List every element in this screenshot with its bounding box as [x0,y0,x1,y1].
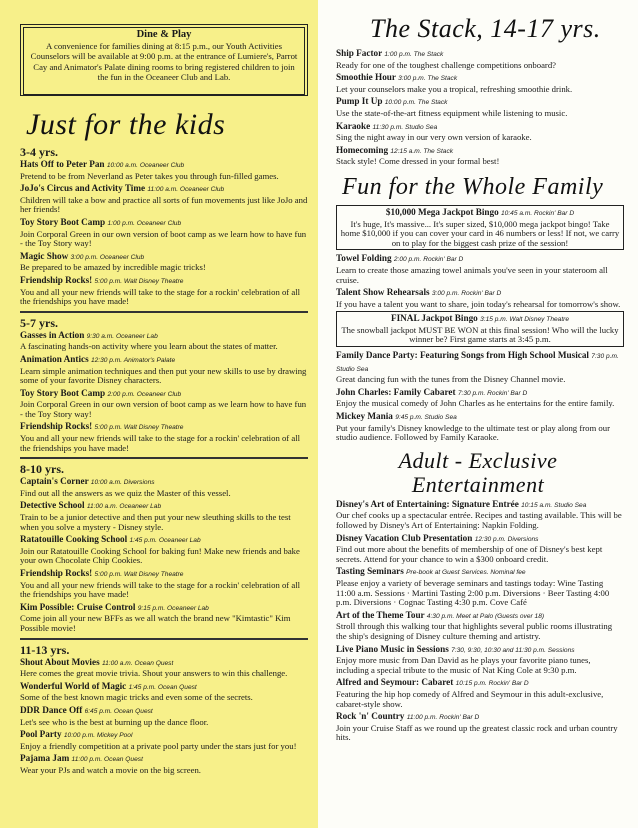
event-item [20,183,308,215]
event-desc: Be prepared to be amazed by incredible magic tricks! [20,262,206,273]
event-desc: Stack style! Come dressed in your formal best! [336,156,500,167]
event-title: Smoothie Hour [336,72,396,83]
final-jackpot-box [336,311,624,347]
event-meta: 11:00 p.m. Rockin' Bar D [406,714,480,722]
age-heading: 3-4 yrs. [20,145,58,159]
event-item [336,96,624,118]
section-divider [20,457,308,459]
dine-play-box [20,24,308,96]
event-desc: Join Corporal Green in our own version of boot camp as we learn how to have fun - the Toy Story way! [20,228,307,249]
event-desc: You and all your new friends will take to the stage for a rockin' celebration of all the friendships you have made! [20,579,301,600]
adult-banner [318,449,638,497]
event-item [20,275,308,307]
event-meta: 3:00 p.m. The Stack [398,75,458,83]
event-title: Karaoke [336,120,371,131]
event-heading [336,350,624,375]
event-title: Talent Show Rehearsals [336,287,430,298]
age-heading: 5-7 yrs. [20,315,58,330]
event-title: Homecoming [336,144,389,155]
event-desc: Enjoy the musical comedy of John Charles as he entertains for the entire family. [336,398,615,409]
event-desc: Come join all your new BFFs as we all watch the brand new "Kimtastic" Kim Possible movie! [20,613,291,633]
event-desc: Featuring the hip hop comedy of Alfred and Seymour in this adult-exclusive, cabaret-style show. [336,688,604,709]
mega-jackpot-desc: It's huge, It's massive... It's super sized, $10,000 mega jackpot bingo! Take home $10,000 if you can cover your card in 46 numbers or less! If not, we carry on to play for the biggest cash prize of the session! [340,218,620,248]
event-item [20,354,308,386]
event-desc: Ready for one of the toughest challenge competitions onboard? [336,59,557,70]
event-title: Disney Vacation Club Presentation [336,532,473,543]
event-item [336,610,624,642]
right-column [318,0,638,828]
event-meta: 12:30 p.m. Diversions [474,535,539,543]
adult-banner-line1: Adult - Exclusive [398,447,558,473]
event-desc: Join Corporal Green in our own version of boot camp as we learn how to have fun - the Toy Story way! [20,399,307,419]
event-item [336,121,624,143]
family-events-b [336,350,624,443]
stack-events [318,48,638,167]
event-item [336,287,624,309]
event-meta: 10:00 p.m. Mickey Pool [63,732,133,740]
event-heading [20,354,308,367]
event-meta: 7:30, 9:30, 10:30 and 11:30 p.m. Sessions [451,646,575,654]
mega-jackpot-box [336,205,624,250]
event-item [336,499,624,531]
event-item [336,387,624,409]
event-item [336,72,624,94]
family-section [318,205,638,443]
stack-banner: The Stack, 14-17 yrs. [370,14,601,43]
event-meta: 11:00 a.m. Oceaneer Lab [86,503,162,511]
event-meta: 7:30 p.m. Studio Sea [336,353,619,373]
event-meta: 12:30 p.m. Animator's Palate [90,356,176,364]
event-meta: 1:00 p.m. Oceaneer Club [107,219,182,227]
family-events-a [336,253,624,309]
event-title: Detective School [20,500,85,511]
event-heading [336,411,624,424]
event-title: Rock 'n' Country [336,711,405,722]
event-meta: 1:45 p.m. Oceaneer Lab [129,537,201,545]
kids-banner: Just for the kids [26,108,226,141]
age-heading: 8-10 yrs. [20,462,64,477]
event-item [336,644,624,676]
event-meta: 9:30 a.m. Oceaneer Lab [86,332,158,340]
event-desc: Let's see who is the best at burning up the dance floor. [20,716,209,727]
event-meta: 5:00 p.m. Walt Disney Theatre [94,277,184,285]
event-meta: 11:00 a.m. Ocean Quest [101,659,174,667]
event-title: Friendship Rocks! [20,421,93,432]
event-title: John Charles: Family Cabaret [336,386,456,397]
event-title: Art of the Theme Tour [336,609,425,620]
event-desc: If you have a talent you want to share, join today's rehearsal for tomorrow's show. [336,298,621,309]
event-heading [20,159,308,172]
event-heading [336,72,624,85]
event-desc: Find out all the answers as we quiz the Master of this vessel. [20,487,231,498]
event-title: Ship Factor [336,48,383,58]
event-meta: 2:00 p.m. Oceaneer Club [107,390,182,398]
event-desc: Put your family's Disney knowledge to the ultimate test or play along from our studio audience. Followed by Family Karaoke. [336,422,610,443]
event-item [336,411,624,443]
event-meta: 11:00 a.m. Oceaneer Club [147,186,225,194]
event-meta: 10:15 a.m. Studio Sea [521,501,587,509]
event-item [20,602,308,634]
event-desc: Wear your PJs and watch a movie on the big screen. [20,764,201,775]
event-title: Mickey Mania [336,411,393,422]
event-heading [336,48,624,61]
event-meta: 10:00 p.m. The Stack [384,99,448,107]
event-desc: You and all your new friends will take to the stage for a rockin' celebration of all the friendships you have made! [20,286,301,307]
event-item [20,681,308,703]
event-desc: You and all your new friends will take to the stage for a rockin' celebration of all the friendships you have made! [20,433,301,453]
event-item [20,534,308,566]
event-title: Pool Party [20,729,62,740]
event-heading [20,275,308,288]
event-heading [20,534,308,547]
left-column [0,0,318,828]
event-meta: Pre-book at Guest Services. Nominal fee [406,569,526,577]
event-desc: Join our Ratatouille Cooking School for baking fun! Make new friends and bake your own Chocolate Chip Cookies. [20,545,300,566]
adult-events [318,499,638,743]
event-item [336,48,624,70]
event-item [20,657,308,679]
event-title: Shout About Movies [20,656,100,667]
event-title: Towel Folding [336,253,392,264]
event-title: Wonderful World of Magic [20,680,127,691]
event-meta: 3:00 p.m. Rockin' Bar D [431,290,502,298]
event-item [20,330,308,352]
event-title: Pump It Up [336,96,383,107]
adult-banner-line2: Entertainment [411,471,545,497]
event-title: Kim Possible: Cruise Control [20,601,136,612]
event-item [336,350,624,385]
event-desc: Learn simple animation techniques and then put your new skills to use by drawing some of your favorite Disney characters. [20,365,307,386]
event-item [336,253,624,285]
event-desc: Join your Cruise Staff as we round up the greatest classic rock and urban country hits. [336,722,618,743]
section-divider [20,638,308,640]
event-meta: 9:15 p.m. Oceaneer Lab [137,604,209,612]
event-meta: 11:30 p.m. Studio Sea [372,123,438,131]
event-title: DDR Dance Off [20,704,83,715]
event-item [20,476,308,498]
event-item [20,388,308,420]
event-meta: 12:15 a.m. The Stack [390,147,454,155]
section-divider [20,311,308,313]
event-desc: Here comes the great movie trivia. Shout your answers to win this challenge. [20,668,288,679]
event-desc: Use the state-of-the-art fitness equipment while listening to music. [336,107,568,118]
event-heading [336,287,624,300]
event-title: Disney's Art of Entertaining: Signature Entrée [336,498,519,509]
event-item [336,677,624,709]
event-meta: 10:00 a.m. Diversions [90,479,155,487]
event-meta: 10:00 a.m. Oceaneer Club [106,162,185,169]
event-desc: Sing the night away in our very own version of karaoke. [336,132,532,143]
event-item [336,145,624,167]
event-title: Pajama Jam [20,753,70,764]
event-desc: Stroll through this walking tour that highlights several public rooms illustrating the ship's designing of Disney culture theming and artistry. [336,621,613,641]
event-title: Tasting Seminars [336,566,404,577]
event-title: Magic Show [20,250,69,261]
event-desc: Let your counselors make you a tropical, refreshing smoothie drink. [336,83,573,94]
event-item [20,159,308,181]
event-heading [20,217,308,230]
event-desc: Children will take a bow and practice all sorts of fun movements just like JoJo and her friends! [20,194,308,215]
dine-play-title: Dine & Play [136,29,192,40]
event-heading [20,705,308,718]
event-title: Toy Story Boot Camp [20,216,106,227]
event-item [336,533,624,565]
event-meta: 7:30 p.m. Rockin' Bar D [457,389,528,397]
event-desc: Our chef cooks up a spectacular entrée. Recipes and tasting available. This will be followed by Disney's Art of Entertaining: Napkin Folding. [336,510,622,530]
event-item [336,566,624,607]
event-desc: A fascinating hands-on activity where you learn about the states of matter. [20,341,278,352]
event-meta: 11:00 p.m. Ocean Quest [71,756,143,764]
event-desc: Enjoy more music from Dan David as he plays your favorite piano tunes, including a special tribute to the music of Nat King Cole at 9:30 p.m. [336,655,591,675]
event-desc: Find out more about the benefits of membership of one of Disney's best kept secrets. Attend for your chance to win a $300 onboard credit. [336,544,603,564]
event-desc: Train to be a junior detective and then put your new sleuthing skills to the test when you solve a mystery - Disney style. [20,512,291,532]
event-item [20,729,308,751]
event-title: Family Dance Party: Featuring Songs from High School Musical [336,350,589,361]
event-item [20,705,308,727]
event-title: Live Piano Music in Sessions [336,643,449,654]
event-desc: Learn to create those amazing towel animals you've seen in your stateroom all cruise. [336,264,608,285]
event-title: Captain's Corner [20,476,89,487]
event-desc: Some of the best known magic tricks and even some of the secrets. [20,692,253,703]
event-desc: Great dancing fun with the tunes from the Disney Channel movie. [336,374,566,385]
kids-sections [0,145,318,776]
event-item [20,568,308,600]
event-title: JoJo's Circus and Activity Time [20,183,146,194]
event-meta: 5:00 p.m. Walt Disney Theatre [94,424,184,432]
final-jackpot-title: FINAL Jackpot Bingo [390,313,478,324]
final-jackpot-meta: 3:15 p.m. Walt Disney Theatre [480,316,570,324]
event-item [20,217,308,249]
event-item [20,753,308,775]
mega-jackpot-meta: 10:45 a.m. Rockin' Bar D [501,209,575,217]
event-heading [20,568,308,581]
event-item [336,711,624,743]
event-desc: Enjoy a friendly competition at a private pool party under the stars just for you! [20,740,297,751]
final-jackpot-desc: The snowball jackpot MUST BE WON at this final session! Who will the lucky winner be? First game starts at 3:45 p.m. [341,324,619,345]
event-title: Toy Story Boot Camp [20,387,106,398]
event-meta: 1:00 p.m. The Stack [384,51,444,58]
event-desc: Please enjoy a variety of beverage seminars and tastings today: Wine Tasting 11:00 a.m. Sessions · Martini Tasting 2:00 p.m. Diversions · Beer Tasting 4:00 p.m. Diversions · Cognac Tasting 4:30 p.m. Cove Café [336,577,610,608]
event-title: Friendship Rocks! [20,568,93,578]
event-title: Animation Antics [20,353,89,364]
event-meta: 9:45 p.m. Studio Sea [395,414,457,422]
event-item [20,421,308,453]
event-title: Ratatouille Cooking School [20,534,128,545]
event-item [20,500,308,532]
event-heading [20,729,308,742]
event-item [20,251,308,273]
event-title: Hats Off to Peter Pan [20,159,105,169]
event-heading [20,476,308,489]
event-meta: 1:45 p.m. Ocean Quest [128,683,197,691]
event-desc: Pretend to be from Neverland as Peter takes you through fun-filled games. [20,170,279,181]
age-heading: 11-13 yrs. [20,642,70,657]
event-heading [20,183,308,196]
event-title: Gasses in Action [20,329,85,340]
family-banner: Fun for the Whole Family [342,173,604,200]
event-meta: 4:30 p.m. Meet at Palo (Guests over 18) [426,612,545,620]
dine-play-text: A convenience for families dining at 8:15 p.m., our Youth Activities Counselors will be available at 9:00 p.m. at the entrance of Lumiere's, Parrot Cay and Animator's Palate dining rooms to bring registered children to join the fun in the Oceaneer Club and Lab. [30,41,298,82]
event-meta: 3:00 p.m. Oceaneer Club [70,253,145,261]
event-meta: 2:00 p.m. Rockin' Bar D [393,256,464,264]
mega-jackpot-title: $10,000 Mega Jackpot Bingo [385,206,499,217]
event-title: Friendship Rocks! [20,274,93,285]
event-meta: 6:45 p.m. Ocean Quest [84,707,153,715]
event-meta: 10:15 p.m. Rockin' Bar D [455,680,529,688]
event-heading [336,711,624,724]
event-title: Alfred and Seymour: Cabaret [336,677,454,688]
event-meta: 5:00 p.m. Walt Disney Theatre [94,571,184,578]
